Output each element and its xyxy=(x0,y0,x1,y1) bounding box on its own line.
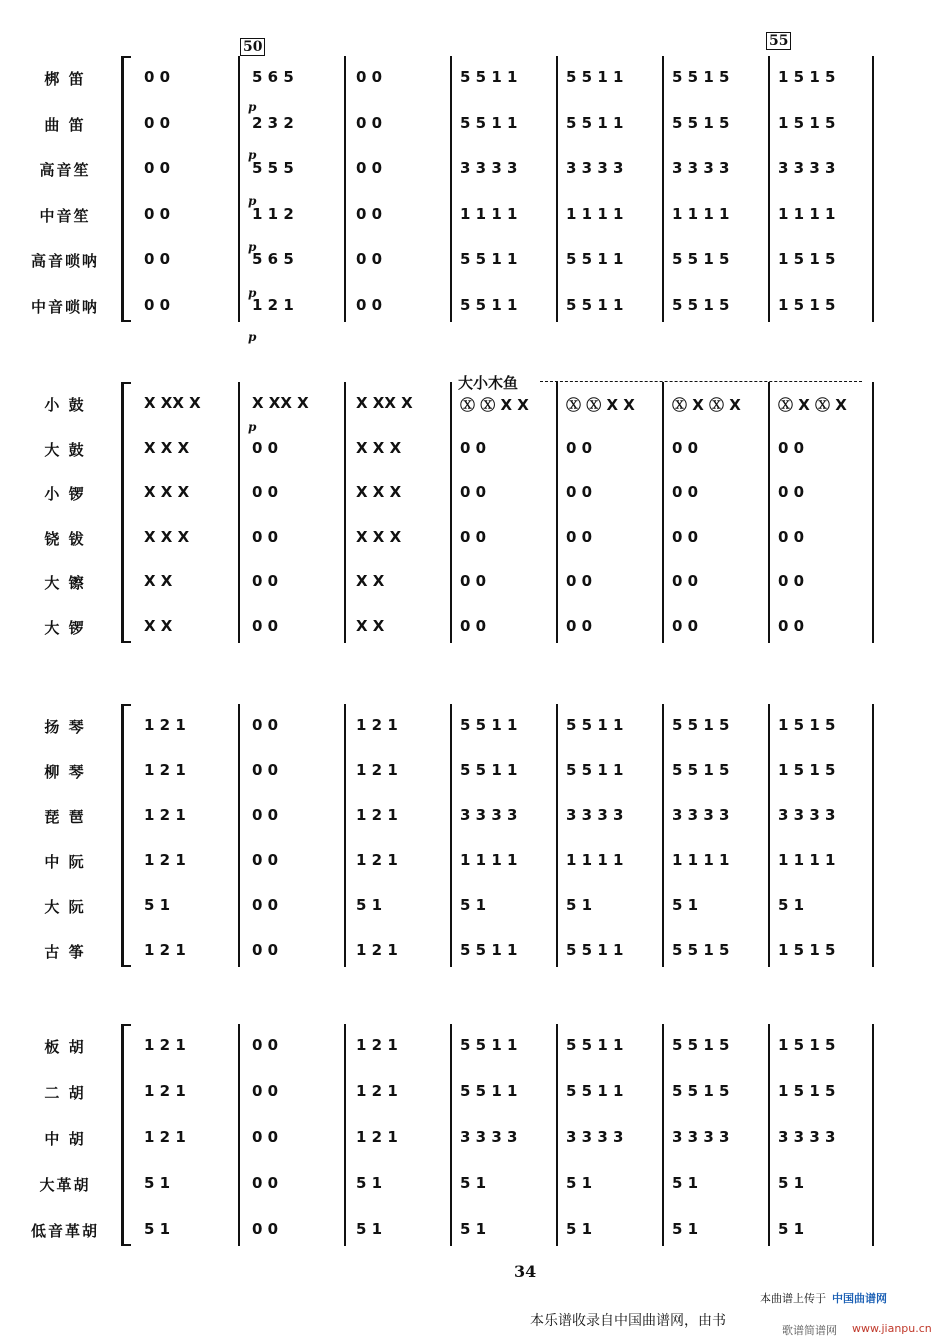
notation-cell: 0 0 xyxy=(778,616,805,635)
notation-cell: 1 2 1 xyxy=(144,761,186,779)
barline xyxy=(768,704,770,967)
notation-cell: 5 1 xyxy=(356,1174,383,1192)
notation-cell: 2 3 2 xyxy=(252,113,294,132)
notation-cell: 1 1 2 xyxy=(252,204,294,223)
notation-cell: 5 6 5 xyxy=(252,68,294,86)
notation-cell: 5 5 1 1 xyxy=(460,250,518,268)
bracket-top xyxy=(121,382,131,384)
notation-cell: 5 5 1 5 xyxy=(672,68,730,86)
barline xyxy=(662,704,664,967)
notation-cell: 5 1 xyxy=(460,896,487,914)
notation-cell: X X X xyxy=(144,483,190,501)
instrument-name: 高音唢呐 xyxy=(30,252,99,270)
notation-cell: 5 5 1 1 xyxy=(460,1036,518,1054)
notation-cell: X X xyxy=(356,616,385,635)
notation-cell: 5 1 xyxy=(778,1174,805,1192)
instrument-name: 铙 钹 xyxy=(44,529,86,548)
notation-cell: 0 0 xyxy=(252,1220,279,1238)
notation-cell: 1 5 1 5 xyxy=(778,941,836,959)
instrument-name: 中音笙 xyxy=(39,206,91,225)
notation-cell: 1 2 1 xyxy=(356,761,398,779)
instrument-name: 中 阮 xyxy=(44,853,86,871)
notation-cell: 5 5 1 5 xyxy=(672,113,730,132)
notation-cell: 0 0 xyxy=(252,761,279,779)
notation-cell: 1 5 1 5 xyxy=(778,68,836,86)
notation-cell: 3 3 3 3 xyxy=(672,1128,730,1146)
instrument-name: 大 阮 xyxy=(44,898,86,916)
instrument-name: 琵 琶 xyxy=(44,808,86,826)
notation-cell: 1 5 1 5 xyxy=(778,716,836,734)
notation-cell: 1 2 1 xyxy=(356,851,398,869)
notation-cell: 0 0 xyxy=(356,204,383,223)
notation-cell: 5 5 1 1 xyxy=(460,295,518,314)
notation-cell: 1 2 1 xyxy=(356,716,398,734)
watermark-site-name: 歌谱简谱网 xyxy=(782,1324,837,1337)
notation-cell: 5 5 1 5 xyxy=(672,1036,730,1054)
notation-cell: 1 1 1 1 xyxy=(672,204,730,223)
percussion-wood-block-label: 大小木鱼 xyxy=(458,374,519,392)
notation-cell: 5 5 1 1 xyxy=(460,941,518,959)
notation-cell: 0 0 xyxy=(252,438,279,457)
notation-cell: 3 3 3 3 xyxy=(778,1128,836,1146)
notation-cell: 0 0 xyxy=(144,159,171,177)
notation-cell: X X X xyxy=(144,527,190,546)
instrument-name: 小 鼓 xyxy=(44,396,86,414)
barline xyxy=(768,1024,770,1246)
notation-cell: 3 3 3 3 xyxy=(672,806,730,824)
barline xyxy=(450,382,452,643)
instrument-name: 大 鼓 xyxy=(44,440,86,459)
notation-cell: 5 1 xyxy=(356,896,383,914)
bracket-bottom xyxy=(121,1244,131,1246)
rehearsal-mark-50: 50 xyxy=(240,38,265,56)
notation-cell: 0 0 xyxy=(672,616,699,635)
bracket-top xyxy=(121,56,131,58)
notation-cell: X X X xyxy=(356,483,402,501)
notation-cell: 0 0 xyxy=(566,527,593,546)
notation-cell: 0 0 xyxy=(460,483,487,501)
instrument-name: 大革胡 xyxy=(39,1176,91,1194)
instrument-name: 中 胡 xyxy=(44,1130,86,1148)
instrument-name: 梆 笛 xyxy=(44,70,86,88)
notation-cell: 1 2 1 xyxy=(356,806,398,824)
barline xyxy=(556,56,558,322)
notation-cell: 5 5 1 1 xyxy=(566,295,624,314)
barline xyxy=(872,1024,874,1246)
notation-cell: 0 0 xyxy=(566,616,593,635)
notation-cell: 3 3 3 3 xyxy=(778,806,836,824)
notation-cell: 0 0 xyxy=(252,572,279,590)
instrument-name: 古 筝 xyxy=(44,943,86,961)
notation-cell: 0 0 xyxy=(252,896,279,914)
notation-cell: 1 2 1 xyxy=(144,941,186,959)
notation-cell: 0 0 xyxy=(778,483,805,501)
dynamic-piano-mark: p xyxy=(248,330,257,344)
barline xyxy=(238,1024,240,1246)
notation-cell: 0 0 xyxy=(252,716,279,734)
notation-cell: 3 3 3 3 xyxy=(672,159,730,177)
notation-cell: 1 5 1 5 xyxy=(778,761,836,779)
instrument-name: 曲 笛 xyxy=(44,115,86,134)
notation-cell: 1 2 1 xyxy=(144,1082,186,1100)
notation-cell: 1 2 1 xyxy=(144,1036,186,1054)
notation-cell: 0 0 xyxy=(566,572,593,590)
notation-cell: 0 0 xyxy=(460,572,487,590)
notation-cell: X XX X xyxy=(356,394,413,412)
notation-cell: 5 5 1 1 xyxy=(566,1036,624,1054)
notation-cell: X X xyxy=(356,572,385,590)
section-bracket xyxy=(121,1024,124,1244)
notation-cell: 1 2 1 xyxy=(144,806,186,824)
notation-cell: 0 0 xyxy=(778,572,805,590)
notation-cell: 1 2 1 xyxy=(144,716,186,734)
notation-cell: 5 5 1 1 xyxy=(566,113,624,132)
notation-cell: Ⓧ X Ⓧ X xyxy=(672,396,741,414)
notation-cell: X X X xyxy=(356,527,402,546)
notation-cell: 0 0 xyxy=(672,438,699,457)
dynamic-piano-mark: p xyxy=(248,148,257,162)
notation-cell: 3 3 3 3 xyxy=(460,1128,518,1146)
notation-cell: 5 5 1 1 xyxy=(566,761,624,779)
notation-cell: 1 2 1 xyxy=(252,295,294,314)
notation-cell: 0 0 xyxy=(252,941,279,959)
notation-cell: 0 0 xyxy=(778,438,805,457)
notation-cell: 0 0 xyxy=(356,68,383,86)
instrument-name: 扬 琴 xyxy=(44,718,86,736)
barline xyxy=(344,382,346,643)
notation-cell: 5 5 1 1 xyxy=(566,1082,624,1100)
notation-cell: 5 5 1 1 xyxy=(460,716,518,734)
bracket-top xyxy=(121,1024,131,1026)
notation-cell: 0 0 xyxy=(252,851,279,869)
dynamic-piano-mark: p xyxy=(248,194,257,208)
bracket-bottom xyxy=(121,965,131,967)
notation-cell: 1 2 1 xyxy=(356,1036,398,1054)
notation-cell: X X X xyxy=(144,438,190,457)
notation-cell: 0 0 xyxy=(566,438,593,457)
watermark-url: www.jianpu.cn xyxy=(852,1322,932,1335)
notation-cell: 5 5 1 5 xyxy=(672,761,730,779)
dynamic-piano-mark: p xyxy=(248,100,257,114)
notation-cell: Ⓧ X Ⓧ X xyxy=(778,396,847,414)
page-number: 34 xyxy=(514,1262,537,1281)
notation-cell: 5 1 xyxy=(356,1220,383,1238)
notation-cell: 5 1 xyxy=(778,896,805,914)
notation-cell: 1 1 1 1 xyxy=(460,851,518,869)
notation-cell: 3 3 3 3 xyxy=(460,159,518,177)
upload-notice: 本曲谱上传于 xyxy=(760,1292,826,1305)
notation-cell: 1 2 1 xyxy=(144,1128,186,1146)
notation-cell: 0 0 xyxy=(356,113,383,132)
notation-cell: 5 5 1 5 xyxy=(672,716,730,734)
notation-cell: 5 5 1 5 xyxy=(672,1082,730,1100)
bracket-bottom xyxy=(121,320,131,322)
barline xyxy=(662,1024,664,1246)
notation-cell: 0 0 xyxy=(144,295,171,314)
notation-cell: 5 1 xyxy=(460,1220,487,1238)
notation-cell: 5 1 xyxy=(672,1174,699,1192)
notation-cell: 1 5 1 5 xyxy=(778,295,836,314)
notation-cell: 5 1 xyxy=(144,896,171,914)
notation-cell: 5 5 1 1 xyxy=(566,716,624,734)
notation-cell: 5 5 1 1 xyxy=(566,941,624,959)
notation-cell: 0 0 xyxy=(672,483,699,501)
instrument-name: 二 胡 xyxy=(44,1084,86,1102)
notation-cell: 1 5 1 5 xyxy=(778,113,836,132)
notation-cell: 3 3 3 3 xyxy=(566,159,624,177)
notation-cell: 1 2 1 xyxy=(356,1082,398,1100)
notation-cell: 1 1 1 1 xyxy=(778,204,836,223)
notation-cell: X X X xyxy=(356,438,402,457)
notation-cell: X X xyxy=(144,616,173,635)
notation-cell: X XX X xyxy=(252,394,309,412)
notation-cell: 5 1 xyxy=(778,1220,805,1238)
site-logo: 中国曲谱网 xyxy=(832,1292,887,1305)
notation-cell: 0 0 xyxy=(356,295,383,314)
notation-cell: 1 5 1 5 xyxy=(778,1082,836,1100)
notation-cell: 5 5 1 1 xyxy=(460,761,518,779)
notation-cell: 0 0 xyxy=(252,1082,279,1100)
barline xyxy=(556,704,558,967)
barline xyxy=(556,1024,558,1246)
notation-cell: 3 3 3 3 xyxy=(566,1128,624,1146)
notation-cell: 5 5 1 5 xyxy=(672,295,730,314)
notation-cell: 5 5 1 1 xyxy=(566,250,624,268)
notation-cell: 0 0 xyxy=(460,527,487,546)
notation-cell: 5 1 xyxy=(144,1220,171,1238)
notation-cell: 5 5 1 1 xyxy=(566,68,624,86)
instrument-name: 大 锣 xyxy=(44,618,86,637)
notation-cell: 0 0 xyxy=(460,438,487,457)
barline xyxy=(768,382,770,643)
notation-cell: 0 0 xyxy=(460,616,487,635)
barline xyxy=(238,382,240,643)
notation-cell: 0 0 xyxy=(566,483,593,501)
notation-cell: 5 5 1 5 xyxy=(672,941,730,959)
notation-cell: 1 2 1 xyxy=(356,941,398,959)
notation-cell: 5 5 1 5 xyxy=(672,250,730,268)
instrument-name: 柳 琴 xyxy=(44,763,86,781)
notation-cell: 1 5 1 5 xyxy=(778,250,836,268)
instrument-name: 大 镲 xyxy=(44,574,86,592)
notation-cell: 0 0 xyxy=(252,806,279,824)
notation-cell: 5 5 1 1 xyxy=(460,113,518,132)
notation-cell: 0 0 xyxy=(252,527,279,546)
notation-cell: 1 1 1 1 xyxy=(460,204,518,223)
barline xyxy=(344,1024,346,1246)
barline xyxy=(238,56,240,322)
barline xyxy=(556,382,558,643)
dynamic-piano-mark: p xyxy=(248,286,257,300)
notation-cell: 3 3 3 3 xyxy=(778,159,836,177)
notation-cell: X X xyxy=(144,572,173,590)
barline xyxy=(450,1024,452,1246)
notation-cell: 5 5 1 1 xyxy=(460,68,518,86)
rehearsal-mark-55: 55 xyxy=(766,32,791,50)
barline xyxy=(872,704,874,967)
notation-cell: 1 1 1 1 xyxy=(672,851,730,869)
section-bracket xyxy=(121,704,124,965)
source-notice: 本乐谱收录自中国曲谱网，由书 xyxy=(530,1313,726,1329)
notation-cell: 0 0 xyxy=(252,483,279,501)
notation-cell: 0 0 xyxy=(672,572,699,590)
notation-cell: 0 0 xyxy=(356,250,383,268)
barline xyxy=(662,382,664,643)
notation-cell: 1 2 1 xyxy=(356,1128,398,1146)
section-bracket xyxy=(121,382,124,641)
notation-cell: 5 1 xyxy=(672,896,699,914)
notation-cell: 0 0 xyxy=(252,1174,279,1192)
notation-cell: 3 3 3 3 xyxy=(566,806,624,824)
barline xyxy=(450,56,452,322)
notation-cell: 5 1 xyxy=(566,1174,593,1192)
notation-cell: 5 1 xyxy=(672,1220,699,1238)
barline xyxy=(662,56,664,322)
notation-cell: 5 6 5 xyxy=(252,250,294,268)
barline xyxy=(344,56,346,322)
instrument-name: 中音唢呐 xyxy=(30,297,99,316)
notation-cell: 0 0 xyxy=(144,113,171,132)
notation-cell: 5 1 xyxy=(460,1174,487,1192)
notation-cell: 3 3 3 3 xyxy=(460,806,518,824)
notation-cell: X XX X xyxy=(144,394,201,412)
wood-block-extension-line xyxy=(540,381,862,382)
instrument-name: 小 锣 xyxy=(44,485,86,503)
notation-cell: 5 1 xyxy=(566,1220,593,1238)
notation-cell: 5 1 xyxy=(144,1174,171,1192)
instrument-name: 低音革胡 xyxy=(30,1222,99,1240)
notation-cell: 1 1 1 1 xyxy=(566,851,624,869)
barline xyxy=(872,56,874,322)
notation-cell: 0 0 xyxy=(144,68,171,86)
barline xyxy=(344,704,346,967)
barline xyxy=(768,56,770,322)
dynamic-piano-mark: p xyxy=(248,420,257,434)
notation-cell: 5 1 xyxy=(566,896,593,914)
notation-cell: 1 5 1 5 xyxy=(778,1036,836,1054)
barline xyxy=(872,382,874,643)
notation-cell: 1 1 1 1 xyxy=(566,204,624,223)
notation-cell: 5 5 1 1 xyxy=(460,1082,518,1100)
bracket-bottom xyxy=(121,641,131,643)
bracket-top xyxy=(121,704,131,706)
notation-cell: 0 0 xyxy=(252,1036,279,1054)
notation-cell: 0 0 xyxy=(252,616,279,635)
notation-cell: 1 2 1 xyxy=(144,851,186,869)
instrument-name: 高音笙 xyxy=(39,161,91,179)
notation-cell: 1 1 1 1 xyxy=(778,851,836,869)
notation-cell: 0 0 xyxy=(778,527,805,546)
notation-cell: 0 0 xyxy=(144,250,171,268)
section-bracket xyxy=(121,56,124,320)
notation-cell: 0 0 xyxy=(252,1128,279,1146)
notation-cell: 5 5 5 xyxy=(252,159,294,177)
notation-cell: 0 0 xyxy=(356,159,383,177)
notation-cell: Ⓧ Ⓧ X X xyxy=(566,396,635,414)
instrument-name: 板 胡 xyxy=(44,1038,86,1056)
notation-cell: Ⓧ Ⓧ X X xyxy=(460,396,529,414)
notation-cell: 0 0 xyxy=(672,527,699,546)
notation-cell: 0 0 xyxy=(144,204,171,223)
dynamic-piano-mark: p xyxy=(248,240,257,254)
barline xyxy=(238,704,240,967)
barline xyxy=(450,704,452,967)
